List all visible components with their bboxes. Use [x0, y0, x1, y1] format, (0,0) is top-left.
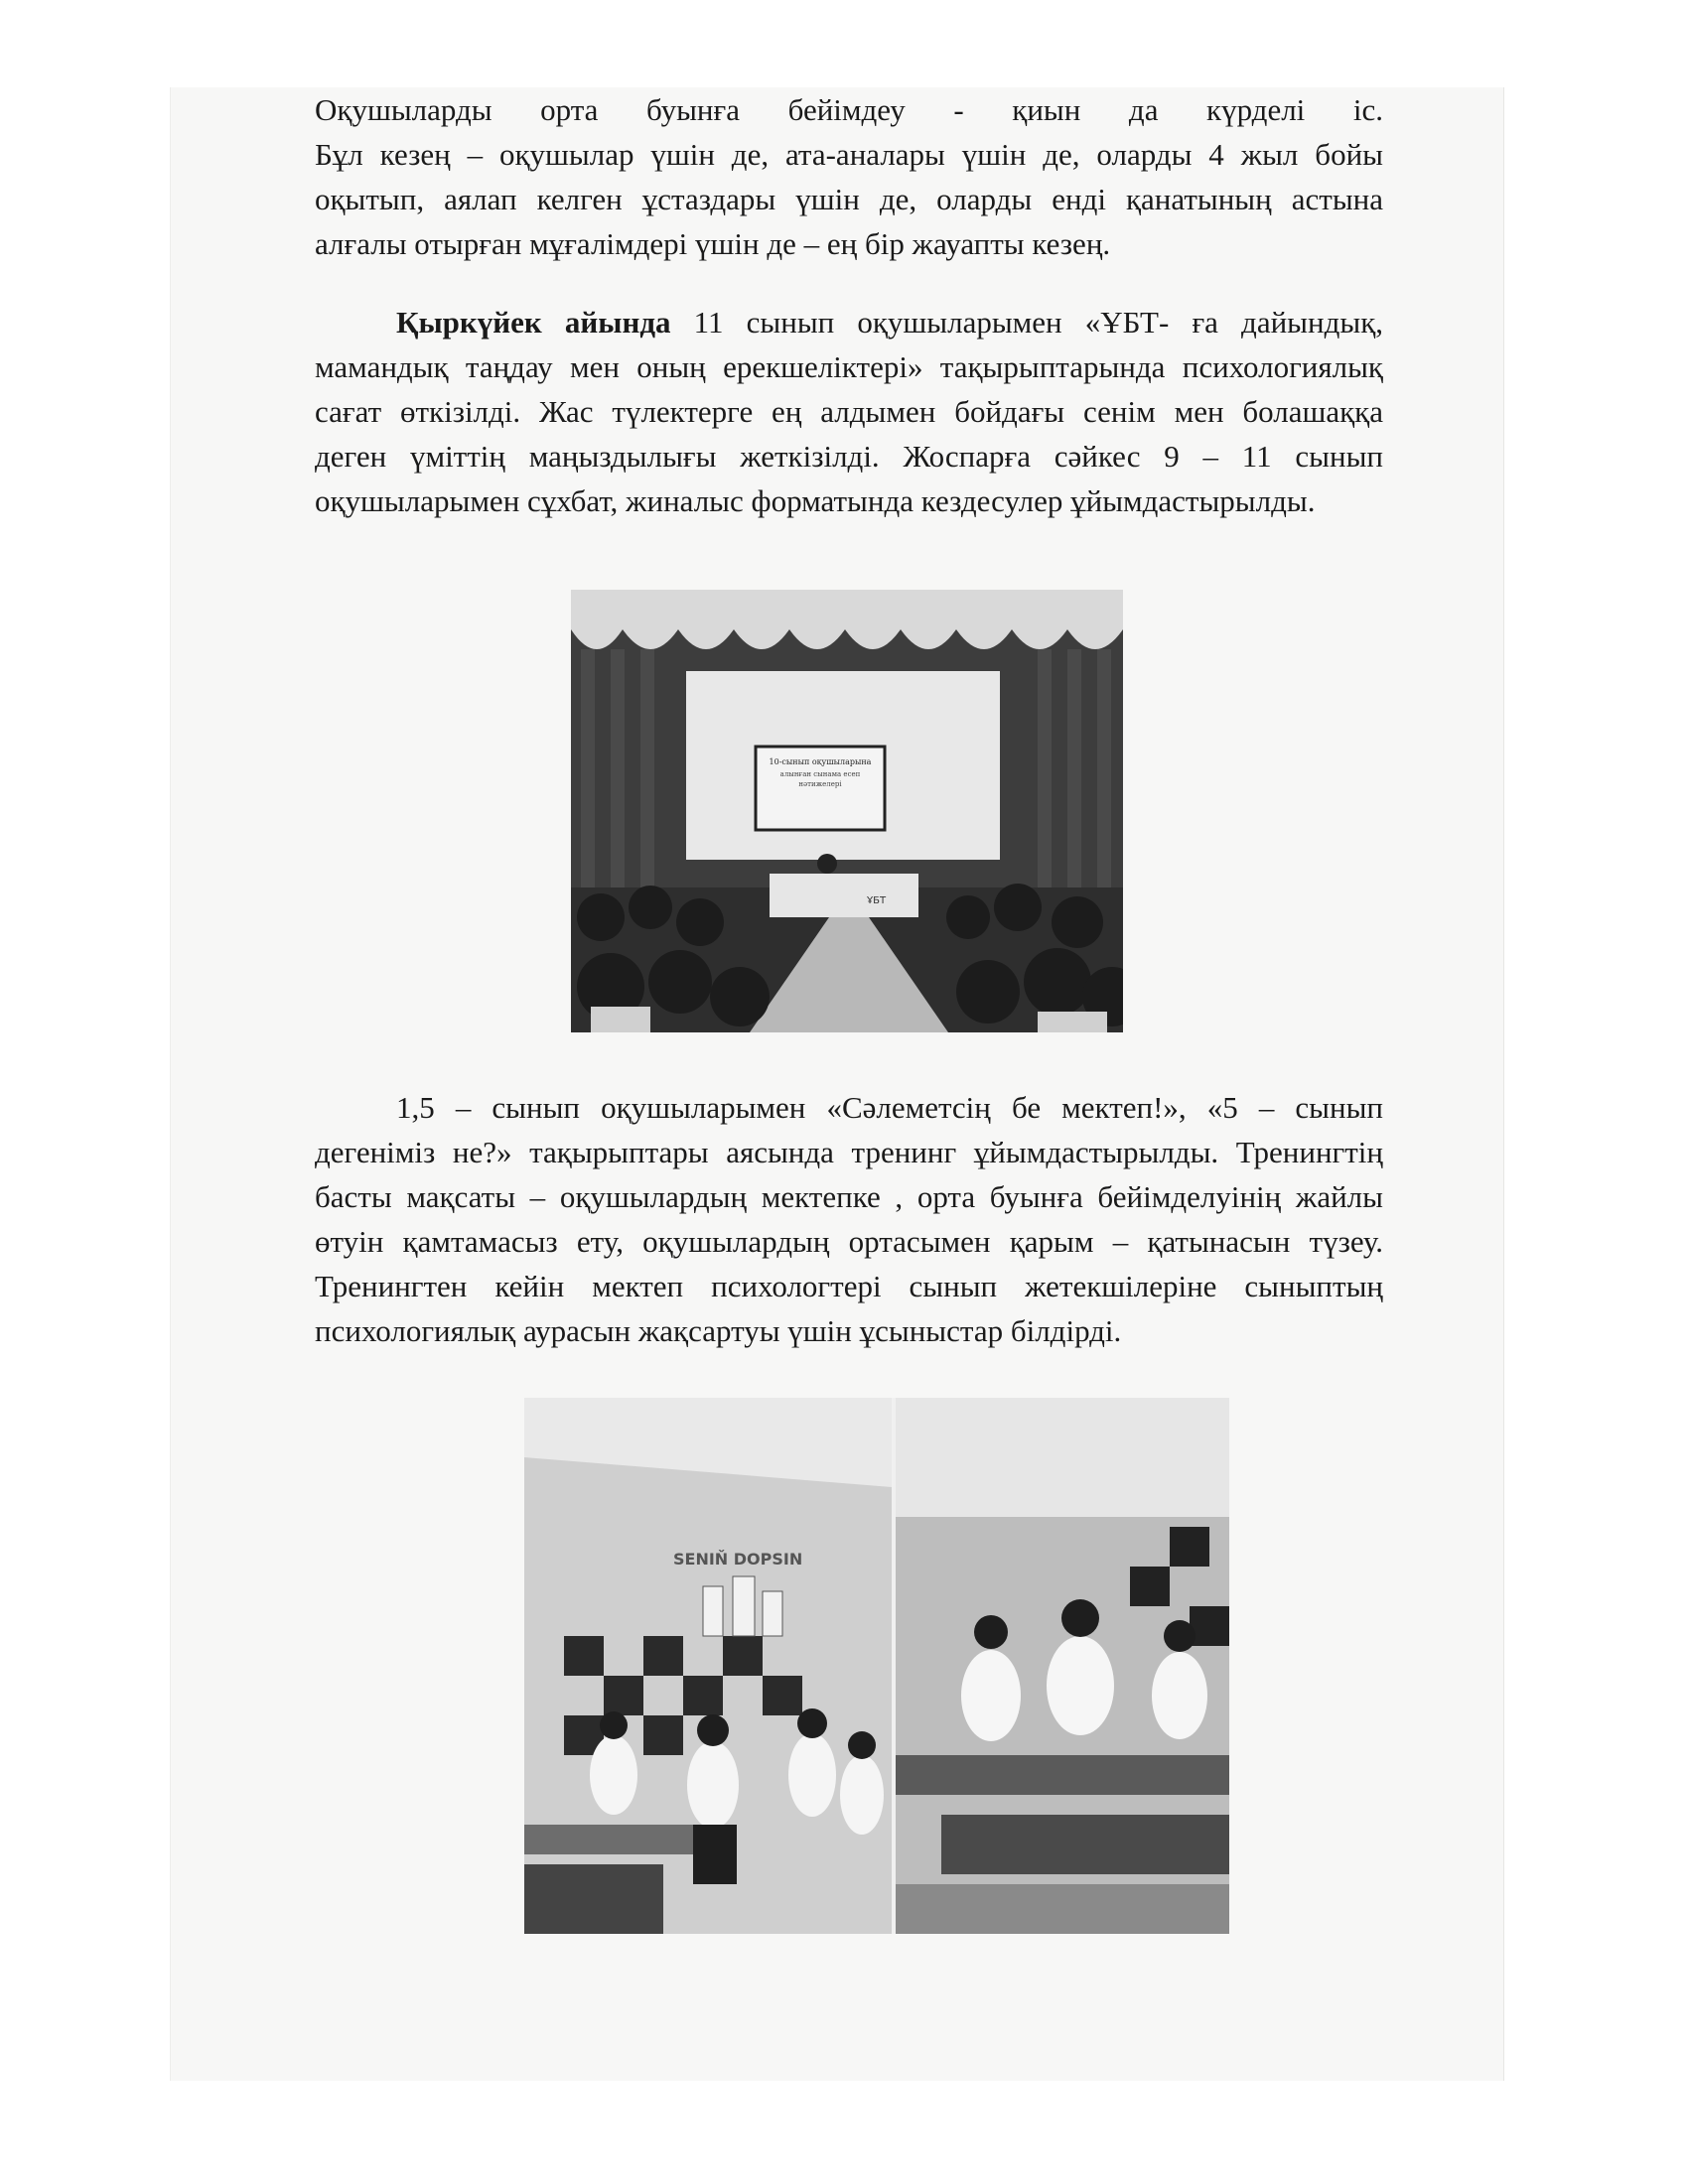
text-line: [315, 300, 1383, 344]
slide-line: нәтижелері: [798, 780, 842, 788]
slide-title: 10-сынып оқушыларына: [769, 757, 872, 766]
photo-assembly-hall: [571, 590, 1123, 1032]
text-line: дегеніміз не?» тақырыптары аясында тренинг ұйымдастырылды. Тренингтің: [315, 1135, 1383, 1169]
text-line: психологиялық аурасын жақсартуы үшін ұсыныстар білдірді.: [315, 1313, 1122, 1348]
text-line: деген үміттің маңыздылығы жеткізілді. Жоспарға сәйкес 9 – 11 сынып: [315, 439, 1383, 474]
paragraph-september: [315, 300, 1383, 523]
text-line: Бұл кезең – оқушылар үшін де, ата-аналары үшін де, оларды 4 жыл бойы: [315, 137, 1383, 172]
text-line: Тренингтен кейін мектеп психологтері сынып жетекшілеріне сыныптың: [315, 1269, 1383, 1303]
text-line: мамандық таңдау мен оның ерекшеліктері» тақырыптарында психологиялық: [315, 349, 1383, 384]
slide-line: алынған сынама есеп: [779, 770, 861, 778]
text-line: сағат өткізілді. Жас түлектерге ең алдымен бойдағы сенім мен болашаққа: [315, 394, 1383, 429]
text-line: басты мақсаты – оқушылардың мектепке , орта буынға бейімделуінің жайлы: [315, 1179, 1383, 1214]
text-line: 1,5 – сынып оқушыларымен «Сәлеметсің бе мектеп!», «5 – сынып: [396, 1090, 1383, 1125]
text-line: алғалы отырған мұғалімдері үшін де – ең бір жауапты кезең.: [315, 226, 1111, 261]
text-line: өтуін қамтамасыз ету, оқушылардың ортасымен қарым – қатынасын түзеу.: [315, 1224, 1383, 1259]
bold-lead: Қыркүйек айында: [396, 305, 671, 340]
paragraph-intro: [315, 87, 1383, 266]
text-line: Оқушыларды орта буынға бейімдеу - қиын да күрделі іс.: [315, 92, 1383, 127]
paragraph-training: [315, 1085, 1383, 1353]
text-line: оқушыларымен сұхбат, жиналыс форматында кездесулер ұйымдастырылды.: [315, 483, 1316, 518]
photo-classroom-training: [524, 1398, 1229, 1934]
desk-sign: ҰБТ: [867, 895, 887, 906]
text-line: оқытып, аялап келген ұстаздары үшін де, оларды енді қанатының астына: [315, 182, 1383, 216]
text-line-rest: 11 сынып оқушыларымен «ҰБТ- ға дайындық,: [693, 305, 1384, 340]
wall-sign: SENIŇ DOPSIN: [673, 1550, 803, 1569]
